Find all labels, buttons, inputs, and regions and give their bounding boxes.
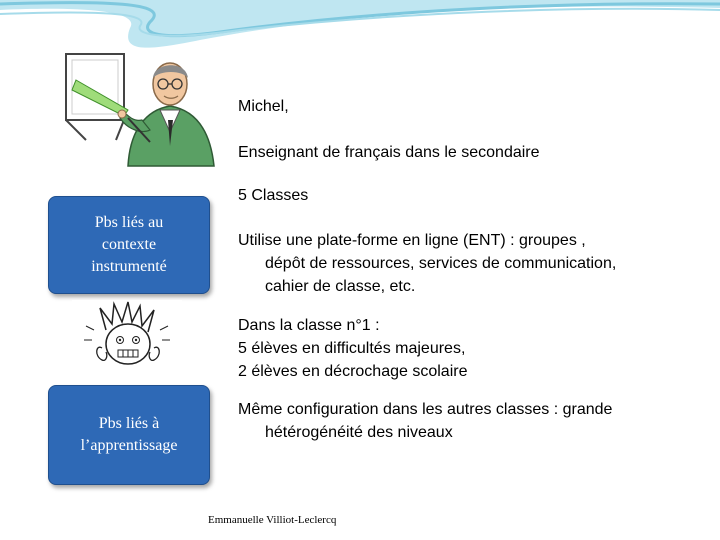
- stressed-person-icon: [72, 300, 182, 375]
- text-line: 5 élèves en difficultés majeures,: [238, 340, 466, 357]
- instrumented-context-problems-box: [48, 196, 210, 294]
- ent-description: [238, 229, 678, 298]
- text-line: dépôt de ressources, services de communication,: [265, 255, 617, 272]
- author-footer: Emmanuelle Villiot-Leclercq: [208, 514, 337, 526]
- class-one-description: [238, 314, 678, 383]
- text-line: Même configuration dans les autres classes : grande: [238, 401, 613, 418]
- text-line: 2 élèves en décrochage scolaire: [238, 363, 468, 380]
- box-label-line: Pbs liés au: [94, 214, 164, 231]
- classes-count: 5 Classes: [238, 187, 309, 204]
- text-line: Utilise une plate-forme en ligne (ENT) : groupes ,: [238, 232, 586, 249]
- text-line: Dans la classe n°1 :: [238, 317, 380, 334]
- box-label-line: Pbs liés à: [98, 415, 160, 432]
- box-label-line: contexte: [101, 236, 157, 253]
- teacher-role: Enseignant de français dans le secondaire: [238, 144, 540, 161]
- text-line: hétérogénéité des niveaux: [265, 424, 453, 441]
- teacher-name: Michel,: [238, 98, 289, 115]
- box-label-line: instrumenté: [91, 258, 167, 275]
- learning-problems-box: [48, 385, 210, 485]
- other-classes-description: [238, 398, 678, 444]
- text-line: cahier de classe, etc.: [265, 278, 416, 295]
- box-label-line: l’apprentissage: [80, 437, 178, 454]
- teacher-pointing-icon: [58, 40, 228, 170]
